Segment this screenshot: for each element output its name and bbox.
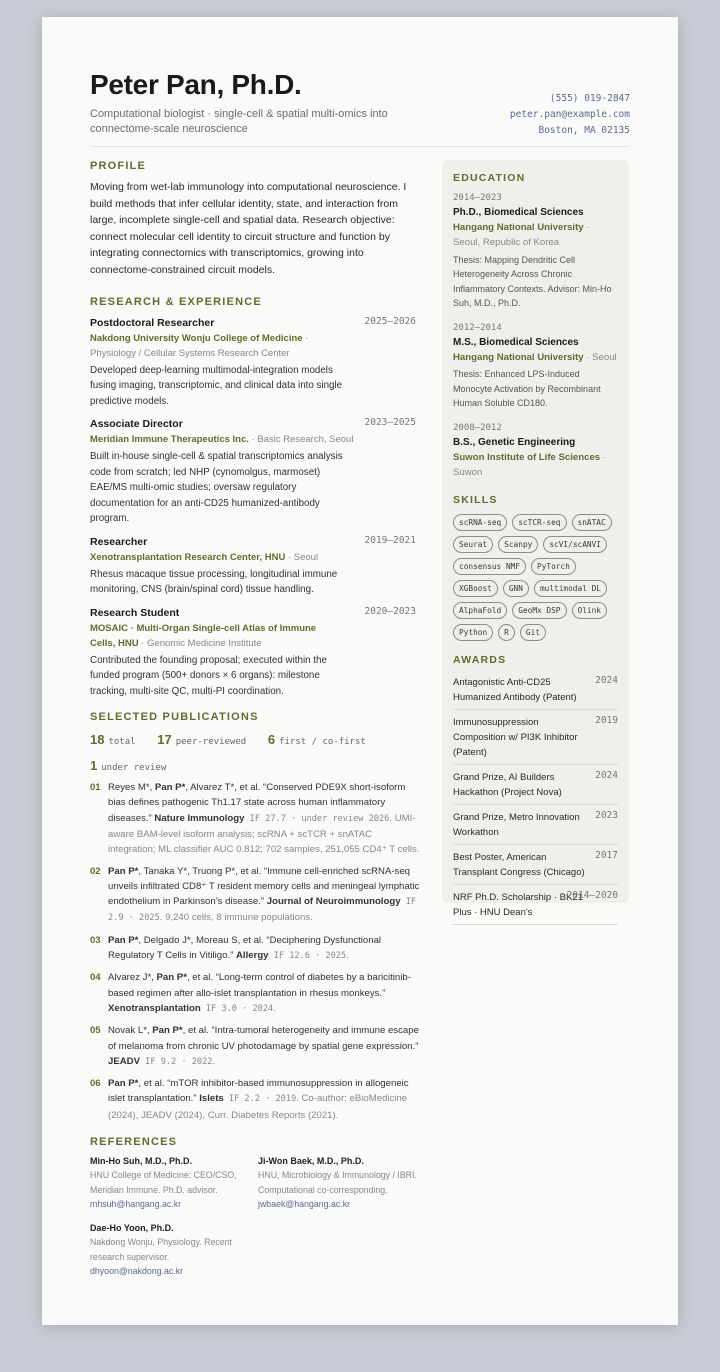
publication-journal: Nature Immunology bbox=[154, 812, 245, 824]
publication-meta: IF 27.7 · under review 2026 bbox=[244, 813, 390, 824]
job-organization bbox=[90, 550, 360, 565]
publication-self-author: Pan P* bbox=[108, 865, 139, 877]
publication-meta: IF 2.9 · 2025 bbox=[108, 897, 417, 924]
education-degree: B.S., Genetic Engineering bbox=[453, 437, 576, 449]
job-title: Research Student bbox=[90, 606, 180, 619]
publication-number: 04 bbox=[90, 972, 101, 984]
publication-journal: Journal of Neuroimmunology bbox=[266, 896, 401, 908]
job-entry bbox=[90, 316, 420, 410]
reference-description: Nakdong Wonju, Physiology. Recent research supervisor. bbox=[90, 1237, 232, 1262]
reference-description: HNU, Microbiology & Immunology / IBRI. Computational co-corresponding. bbox=[258, 1170, 417, 1195]
award-entry bbox=[453, 845, 618, 885]
publication-meta: IF 3.0 · 2024 bbox=[200, 1003, 274, 1014]
skill-chip: Git bbox=[520, 624, 546, 641]
publication-authors: Alvarez J*, bbox=[108, 972, 157, 984]
job-entry bbox=[90, 417, 420, 527]
award-entry bbox=[453, 765, 618, 805]
job-description: Developed deep-learning multimodal-integration models fusing imaging, transcriptomic, and clinical data into single predictive models. bbox=[90, 364, 343, 407]
publication-meta: IF 9.2 · 2022 bbox=[140, 1056, 213, 1067]
profile-text: Moving from wet-lab immunology into computational neuroscience. I build methods that infer cellular identity, state, and interaction from large, incomplete single-cell and spatial data. Research objective: connect molecular cell identity to circuit structure and function by integrating connectomics with transcriptomics, growing into connectome-constrained circuit models. bbox=[90, 181, 407, 276]
publication-entry bbox=[90, 970, 420, 1017]
skill-chip: GeoMx DSP bbox=[512, 602, 566, 619]
publication-number: 01 bbox=[90, 782, 101, 794]
skill-chip: Python bbox=[453, 624, 493, 641]
publication-meta: IF 2.2 · 2019 bbox=[223, 1094, 297, 1105]
publication-self-author: Pan P* bbox=[108, 934, 139, 946]
publication-self-author: Pan P* bbox=[108, 1078, 139, 1090]
reference-name: Min-Ho Suh, M.D., Ph.D. bbox=[90, 1156, 192, 1166]
publication-note: . bbox=[273, 1002, 276, 1014]
publication-self-author: Pan P* bbox=[154, 782, 186, 794]
job-org-dept: · Physiology / Cellular Systems Research Center bbox=[90, 332, 309, 359]
education-school: Hangang National University · Seoul bbox=[453, 351, 617, 363]
contact-phone: (555) 019-2847 bbox=[549, 93, 630, 104]
publication-number: 06 bbox=[90, 1078, 101, 1090]
award-year: 2019 bbox=[595, 714, 618, 726]
publication-title: , Tanaka Y*, Truong P*, et al. “Immune cell-enriched scRNA-seq unveils infiltrated CD8⁺ T resident memory cells and meningeal lymphatic endothelium in Parkinson’s disease.” bbox=[108, 865, 420, 908]
award-year: 2023 bbox=[595, 809, 618, 821]
job-description: Rhesus macaque tissue processing, longitudinal immune monitoring, CNS (brain/spinal cord) tissue handling. bbox=[90, 568, 338, 596]
job-entry bbox=[90, 535, 420, 598]
publication-meta: IF 12.6 · 2025 bbox=[268, 951, 347, 962]
references-heading: REFERENCES bbox=[90, 1136, 178, 1148]
skill-chip: GNN bbox=[503, 580, 529, 597]
job-org-name: Meridian Immune Therapeutics Inc. bbox=[90, 434, 249, 446]
award-title: Grand Prize, Metro Innovation Workathon bbox=[453, 811, 580, 838]
reference-name: Ji-Won Baek, M.D., Ph.D. bbox=[258, 1156, 364, 1166]
job-org-name: MOSAIC · Multi-Organ Single-cell Atlas of Immune Cells, HNU bbox=[90, 622, 317, 649]
education-years: 2012–2014 bbox=[453, 322, 502, 333]
sidebar-column bbox=[442, 160, 629, 918]
stat-first-author: 6 first / co-first bbox=[267, 732, 366, 748]
publication-journal: Allergy bbox=[235, 950, 269, 962]
resume-header bbox=[90, 67, 630, 147]
publication-authors: Novak L*, bbox=[108, 1025, 153, 1037]
publication-authors: Reyes M*, bbox=[108, 782, 155, 794]
skill-chip: R bbox=[498, 624, 515, 641]
job-org-name: Xenotransplantation Research Center, HNU bbox=[90, 551, 286, 563]
publication-entry bbox=[90, 1023, 420, 1070]
job-organization bbox=[90, 621, 340, 651]
education-thesis: Thesis: Enhanced LPS-Induced Monocyte Activation by Recombinant Human Soluble CD180. bbox=[453, 369, 601, 409]
award-title: Immunosuppression Composition w/ PI3K Inhibitor (Patent) bbox=[453, 716, 578, 758]
publication-journal: Islets bbox=[199, 1093, 224, 1105]
job-org-dept: · Basic Research, Seoul bbox=[248, 434, 354, 446]
stat-under-review: 1 under review bbox=[90, 758, 167, 774]
job-dates: 2023–2025 bbox=[364, 417, 416, 429]
education-thesis: Thesis: Mapping Dendritic Cell Heterogeneity Across Chronic Inflammatory Contexts. Advisor: Min-Ho Suh, M.D., Ph.D. bbox=[453, 254, 612, 309]
candidate-name: Peter Pan, Ph.D. bbox=[90, 69, 302, 100]
skill-chip: Seurat bbox=[453, 536, 493, 553]
publication-list bbox=[90, 780, 420, 1123]
candidate-tagline: Computational biologist · single-cell & spatial multi-omics into connectome-scale neuroscience bbox=[90, 108, 388, 135]
publication-entry bbox=[90, 864, 420, 927]
publication-title: , Delgado J*, Moreau S, et al. “Deciphering Dysfunctional Regulatory T Cells in Vitiligo.” bbox=[108, 934, 382, 962]
publication-entry bbox=[90, 1076, 420, 1123]
experience-heading: RESEARCH & EXPERIENCE bbox=[90, 295, 262, 308]
skills-list bbox=[453, 514, 618, 641]
awards-heading: AWARDS bbox=[453, 653, 507, 666]
award-year: 2024 bbox=[595, 769, 618, 781]
job-org-name: Nakdong University Wonju College of Medicine bbox=[90, 332, 303, 344]
publication-number: 05 bbox=[90, 1025, 101, 1037]
skill-chip: Olink bbox=[572, 602, 607, 619]
reference-entry bbox=[90, 1221, 245, 1278]
skill-chip: Scanpy bbox=[498, 536, 538, 553]
reference-email[interactable]: dhyoon@nakdong.ac.kr bbox=[90, 1265, 184, 1276]
skill-chip: PyTorch bbox=[531, 558, 576, 575]
reference-email[interactable]: jwbaek@hangang.ac.kr bbox=[258, 1198, 351, 1209]
publications-heading: SELECTED PUBLICATIONS bbox=[90, 711, 259, 724]
award-title: Grand Prize, AI Builders Hackathon (Project Nova) bbox=[453, 771, 562, 798]
publication-title: , et al. “mTOR inhibitor-based immunosuppression in allogeneic islet transplantation.” bbox=[108, 1078, 409, 1105]
reference-list bbox=[90, 1154, 420, 1284]
publication-stats bbox=[90, 732, 420, 747]
publication-title: , et al. “Long-term control of diabetes by a baricitinib-based regimen after allo-islet transplantation in rhesus monkeys.” bbox=[108, 972, 411, 999]
reference-description: HNU College of Medicine; CEO/CSO, Meridian Immune. Ph.D. advisor. bbox=[90, 1170, 237, 1195]
awards-list bbox=[453, 670, 618, 925]
skill-chip: scVI/scANVI bbox=[543, 536, 607, 553]
skills-heading: SKILLS bbox=[453, 493, 498, 506]
reference-entry bbox=[258, 1154, 420, 1211]
profile-heading: PROFILE bbox=[90, 160, 147, 172]
publication-number: 03 bbox=[90, 934, 101, 946]
award-year: 2014–2020 bbox=[566, 889, 618, 901]
award-title: NRF Ph.D. Scholarship · BK21 Plus · HNU Dean's bbox=[453, 891, 583, 918]
award-entry bbox=[453, 805, 618, 845]
job-title: Researcher bbox=[90, 535, 148, 548]
skill-chip: AlphaFold bbox=[453, 602, 507, 619]
award-entry bbox=[453, 670, 618, 710]
publication-note: . UMI-aware BAM-level isoform analysis; scRNA + scTCR + snATAC integration; ML classifier AUC 0.812; 702 samples, 251,055 CD4⁺ T cells. bbox=[108, 812, 420, 856]
job-organization bbox=[90, 432, 360, 447]
award-entry bbox=[453, 710, 618, 765]
publication-note: . 9,240 cells, 8 immune populations. bbox=[159, 912, 313, 924]
publication-self-author: Pan P* bbox=[152, 1025, 183, 1037]
publication-journal: JEADV bbox=[108, 1055, 140, 1067]
skill-chip: multimodal DL bbox=[534, 580, 607, 597]
award-entry bbox=[453, 885, 618, 925]
publication-journal: Xenotransplantation bbox=[108, 1002, 201, 1014]
publication-title: , Alvarez T*, et al. “Conserved PDE9X short-isoform bias defines pathogenic Th1.17 state across human inflammatory diseases.” bbox=[108, 782, 406, 824]
contact-email[interactable]: peter.pan@example.com bbox=[509, 109, 630, 120]
publication-note: . Co-author: eBioMedicine (2024), JEADV (2024), Curr. Diabetes Reports (2021). bbox=[108, 1093, 408, 1121]
award-title: Best Poster, American Transplant Congress (Chicago) bbox=[453, 851, 585, 878]
resume-page bbox=[42, 17, 678, 1325]
education-heading: EDUCATION bbox=[453, 172, 526, 184]
publication-note: . bbox=[346, 950, 349, 962]
publication-number: 02 bbox=[90, 865, 101, 877]
job-title: Postdoctoral Researcher bbox=[90, 316, 215, 329]
job-description: Contributed the founding proposal; executed within the funded program (500+ donors × 6 organs): milestone tracking, multi-site QC, multi-PI coordination. bbox=[90, 654, 327, 697]
main-column bbox=[90, 160, 420, 1284]
contact-location: Boston, MA 02135 bbox=[538, 125, 630, 136]
job-org-dept: · Seoul bbox=[285, 551, 319, 563]
skill-chip: scTCR-seq bbox=[512, 514, 566, 531]
education-entry bbox=[453, 191, 618, 311]
publication-entry bbox=[90, 933, 420, 965]
award-year: 2024 bbox=[595, 674, 618, 686]
education-entry bbox=[453, 321, 618, 411]
stat-total: 18 total bbox=[90, 732, 136, 748]
award-year: 2017 bbox=[595, 849, 618, 861]
job-description: Built in-house single-cell & spatial transcriptomics analysis code from scratch; led NHP (cynomolgus, marmoset) EAE/MS multi-omic studies; oversaw regulatory documentation for an anti-CD25 humanized-antibody program. bbox=[90, 451, 343, 525]
education-entry bbox=[453, 421, 618, 481]
reference-email[interactable]: mhsuh@hangang.ac.kr bbox=[90, 1198, 182, 1209]
skill-chip: consensus NMF bbox=[453, 558, 526, 575]
education-school: Suwon Institute of Life Sciences · Suwon bbox=[453, 452, 606, 479]
reference-entry bbox=[90, 1154, 245, 1211]
reference-name: Dae-Ho Yoon, Ph.D. bbox=[90, 1223, 174, 1233]
job-dates: 2020–2023 bbox=[364, 605, 416, 617]
contact-info bbox=[510, 91, 630, 139]
education-years: 2008–2012 bbox=[453, 423, 502, 434]
education-years: 2014–2023 bbox=[453, 193, 502, 203]
publication-note: . bbox=[212, 1055, 216, 1067]
publication-entry bbox=[90, 780, 420, 857]
award-title: Antagonistic Anti-CD25 Humanized Antibody (Patent) bbox=[453, 676, 577, 703]
skill-chip: XGBoost bbox=[453, 580, 498, 597]
job-entry bbox=[90, 606, 420, 700]
skill-chip: scRNA-seq bbox=[453, 514, 507, 531]
job-title: Associate Director bbox=[90, 418, 183, 431]
publication-self-author: Pan P* bbox=[156, 972, 187, 984]
education-degree: M.S., Biomedical Sciences bbox=[453, 336, 579, 348]
education-degree: Ph.D., Biomedical Sciences bbox=[453, 207, 584, 218]
job-organization bbox=[90, 331, 340, 361]
skill-chip: snATAC bbox=[572, 514, 612, 531]
job-org-dept: · Genomic Medicine Institute bbox=[138, 637, 262, 649]
publication-title: , et al. “Intra-tumoral heterogeneity and immune escape of melanoma from chronic UV photodamage by spatial gene expression.” bbox=[108, 1025, 419, 1052]
stat-peer-reviewed: 17 peer-reviewed bbox=[157, 732, 247, 748]
job-dates: 2025–2026 bbox=[364, 315, 416, 327]
education-school: Hangang National University · Seoul, Republic of Korea bbox=[453, 222, 590, 249]
job-dates: 2019–2021 bbox=[364, 534, 416, 546]
publication-stats bbox=[90, 758, 420, 773]
